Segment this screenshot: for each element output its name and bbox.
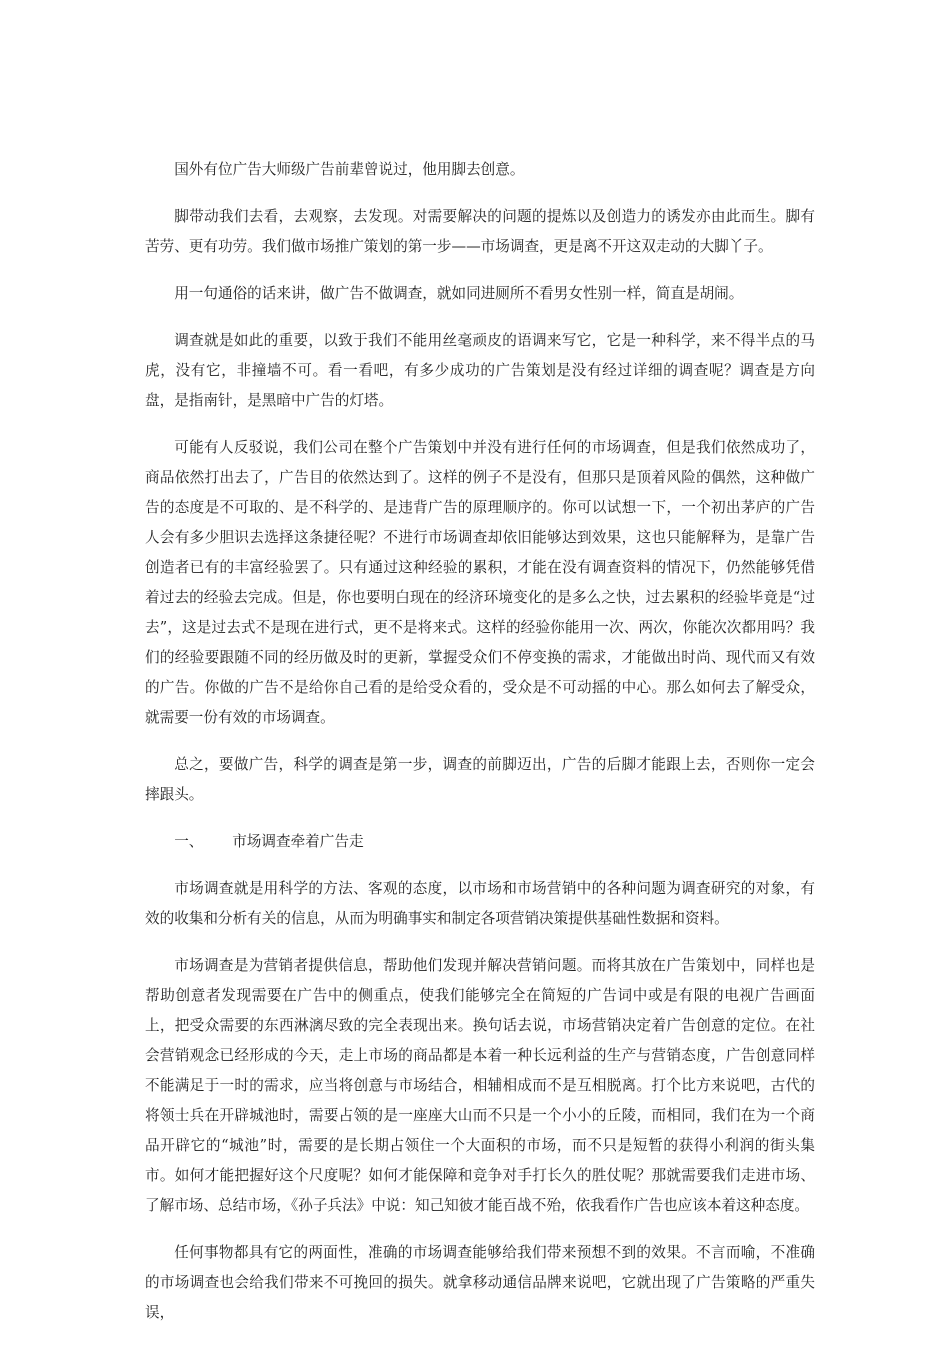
paragraph: 国外有位广告大师级广告前辈曾说过，他用脚去创意。 [174,161,525,178]
section-heading [145,827,815,857]
paragraph: 市场调查就是用科学的方法、客观的态度，以市场和市场营销中的各种问题为调查研究的对象，有效的收集和分析有关的信息，从而为明确事实和制定各项营销决策提供基础性数据和资料。 [145,880,815,927]
paragraph: 总之，要做广告，科学的调查是第一步，调查的前脚迈出，广告的后脚才能跟上去，否则你一定会摔跟头。 [145,756,815,803]
paragraph: 脚带动我们去看，去观察，去发现。对需要解决的问题的提炼以及创造力的诱发亦由此而生。脚有苦劳、更有功劳。我们做市场推广策划的第一步——市场调查，更是离不开这双走动的大脚丫子。 [145,208,815,255]
document-body [145,155,815,1345]
paragraph: 用一句通俗的话来讲，做广告不做调查，就如同进厕所不看男女性别一样，简直是胡闹。 [174,285,744,302]
paragraph: 任何事物都具有它的两面性，准确的市场调查能够给我们带来预想不到的效果。不言而喻，不准确的市场调查也会给我们带来不可挽回的损失。就拿移动通信品牌来说吧，它就出现了广告策略的严重失误， [145,1244,815,1321]
paragraph: 市场调查是为营销者提供信息，帮助他们发现并解决营销问题。而将其放在广告策划中，同样也是帮助创意者发现需要在广告中的侧重点，使我们能够完全在简短的广告词中或是有限的电视广告画面上，把受众需要的东西淋漓尽致的完全表现出来。换句话去说，市场营销决定着广告创意的定位。在社会营销观念已经形成的今天，走上市场的商品都是本着一种长远利益的生产与营销态度，广告创意同样不能满足于一时的需求，应当将创意与市场结合，相辅相成而不是互相脱离。打个比方来说吧，古代的将领士兵在开辟城池时，需要占领的是一座座大山而不只是一个小小的丘陵，而相同，我们在为一个商品开辟它的“城池”时，需要的是长期占领住一个大面积的市场，而不只是短暂的获得小利润的街头集市。如何才能把握好这个尺度呢？如何才能保障和竞争对手打长久的胜仗呢？那就需要我们走进市场、了解市场、总结市场，《孙子兵法》中说：知己知彼才能百战不殆，依我看作广告也应该本着这种态度。 [145,957,815,1214]
paragraph: 调查就是如此的重要，以致于我们不能用丝毫顽皮的语调来写它，它是一种科学，来不得半点的马虎，没有它，非撞墙不可。看一看吧，有多少成功的广告策划是没有经过详细的调查呢？调查是方向盘，是指南针，是黑暗中广告的灯塔。 [145,332,815,409]
section-number: 一、 [174,833,204,850]
section-title: 市场调查牵着广告走 [232,833,364,850]
paragraph: 可能有人反驳说，我们公司在整个广告策划中并没有进行任何的市场调查，但是我们依然成功了，商品依然打出去了，广告目的依然达到了。这样的例子不是没有，但那只是顶着风险的偶然，这种做广告的态度是不可取的、是不科学的、是违背广告的原理顺序的。你可以试想一下，一个初出茅庐的广告人会有多少胆识去选择这条捷径呢？不进行市场调查却依旧能够达到效果，这也只能解释为，是靠广告创造者已有的丰富经验罢了。只有通过这种经验的累积，才能在没有调查资料的情况下，仍然能够凭借着过去的经验去完成。但是，你也要明白现在的经济环境变化的是多么之快，过去累积的经验毕竟是“过去”，这是过去式不是现在进行式，更不是将来式。这样的经验你能用一次、两次，你能次次都用吗？我们的经验要跟随不同的经历做及时的更新，掌握受众们不停变换的需求，才能做出时尚、现代而又有效的广告。你做的广告不是给你自己看的是给受众看的，受众是不可动摇的中心。那么如何去了解受众，就需要一份有效的市场调查。 [145,439,815,726]
